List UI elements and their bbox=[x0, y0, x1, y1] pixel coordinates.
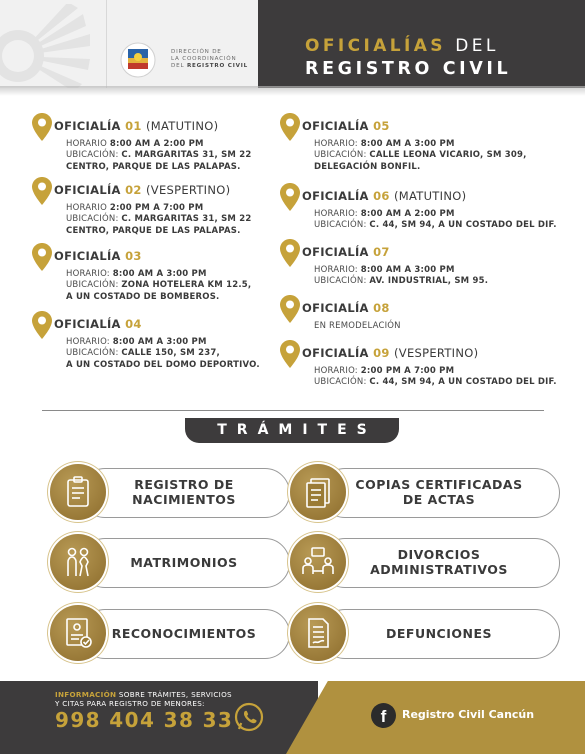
certificate-check-icon bbox=[50, 605, 106, 661]
location-pin-icon bbox=[280, 113, 300, 141]
municipal-seal-icon bbox=[118, 40, 162, 80]
office-title: OFICIALÍA 07 bbox=[302, 245, 390, 259]
location-pin-icon bbox=[32, 243, 52, 271]
office-details: HORARIO 8:00 AM A 2:00 PM UBICACIÓN: C. MARGARITAS 31, SM 22 CENTRO, PARQUE DE LAS PALAPAS. bbox=[66, 139, 252, 172]
location-pin-icon bbox=[32, 113, 52, 141]
office-title: OFICIALÍA 03 bbox=[54, 249, 142, 263]
office-title: OFICIALÍA 09 (VESPERTINO) bbox=[302, 346, 479, 360]
office-details: HORARIO: 8:00 AM A 3:00 PM UBICACIÓN: CALLE LEONA VICARIO, SM 309, DELEGACIÓN BONFIL. bbox=[314, 139, 527, 172]
tramite-divorcios[interactable] bbox=[290, 534, 542, 590]
tramite-label: MATRIMONIOS bbox=[130, 554, 238, 570]
office-status: EN REMODELACIÓN bbox=[314, 321, 401, 331]
page-title: OFICIALÍAS DEL bbox=[305, 36, 499, 56]
section-divider bbox=[42, 410, 544, 411]
office-title: OFICIALÍA 02 (VESPERTINO) bbox=[54, 183, 231, 197]
tramite-label: DEFUNCIONES bbox=[385, 625, 493, 641]
office-details: HORARIO: 2:00 PM A 7:00 PM UBICACIÓN: C. 44, SM 94, A UN COSTADO DEL DIF. bbox=[314, 366, 557, 388]
location-pin-icon bbox=[280, 183, 300, 211]
location-pin-icon bbox=[32, 177, 52, 205]
phone-number[interactable]: 998 404 38 33 bbox=[55, 708, 234, 732]
location-pin-icon bbox=[32, 311, 52, 339]
footer bbox=[0, 681, 585, 754]
clipboard-form-icon bbox=[50, 464, 106, 520]
tramite-label: DIVORCIOS ADMINISTRATIVOS bbox=[370, 547, 508, 577]
office-details: HORARIO: 8:00 AM A 3:00 PM UBICACIÓN: AV. INDUSTRIAL, SM 95. bbox=[314, 265, 489, 287]
tramites-heading: TRÁMITES bbox=[185, 418, 399, 443]
header bbox=[0, 0, 585, 88]
death-record-icon bbox=[290, 605, 346, 661]
office-details: HORARIO: 8:00 AM A 3:00 PM UBICACIÓN: ZONA HOTELERA KM 12.5, A UN COSTADO DE BOMBEROS. bbox=[66, 269, 252, 302]
tramite-registro-nacimientos[interactable] bbox=[50, 464, 272, 520]
tramite-reconocimientos[interactable] bbox=[50, 605, 272, 661]
tramite-copias-certificadas[interactable] bbox=[290, 464, 542, 520]
header-shadow bbox=[0, 86, 585, 96]
couple-icon bbox=[50, 534, 106, 590]
header-divider bbox=[106, 0, 107, 88]
location-pin-icon bbox=[280, 340, 300, 368]
tramite-matrimonios[interactable] bbox=[50, 534, 272, 590]
office-details: HORARIO: 8:00 AM A 3:00 PM UBICACIÓN: CALLE 150, SM 237, A UN COSTADO DEL DOMO DEPORTIVO. bbox=[66, 337, 260, 370]
whatsapp-icon[interactable] bbox=[233, 701, 265, 733]
location-pin-icon bbox=[280, 239, 300, 267]
facebook-icon[interactable]: f bbox=[371, 703, 396, 728]
tramite-label: RECONOCIMIENTOS bbox=[111, 625, 257, 641]
document-stack-icon bbox=[290, 464, 346, 520]
office-title: OFICIALÍA 06 (MATUTINO) bbox=[302, 189, 467, 203]
office-title: OFICIALÍA 08 bbox=[302, 301, 390, 315]
tramite-label: COPIAS CERTIFICADAS DE ACTAS bbox=[355, 477, 523, 507]
office-details bbox=[314, 321, 401, 332]
sun-watermark-icon bbox=[0, 4, 108, 88]
separation-meeting-icon bbox=[290, 534, 346, 590]
office-details: HORARIO 2:00 PM A 7:00 PM UBICACIÓN: C. MARGARITAS 31, SM 22 CENTRO, PARQUE DE LAS PALAPAS. bbox=[66, 203, 252, 236]
tramite-defunciones[interactable] bbox=[290, 605, 542, 661]
office-title: OFICIALÍA 01 (MATUTINO) bbox=[54, 119, 219, 133]
tramite-label: REGISTRO DE NACIMIENTOS bbox=[132, 477, 236, 507]
office-title: OFICIALÍA 04 bbox=[54, 317, 142, 331]
page-subtitle: REGISTRO CIVIL bbox=[305, 59, 512, 79]
location-pin-icon bbox=[280, 295, 300, 323]
facebook-page-name[interactable]: Registro Civil Cancún bbox=[402, 708, 535, 721]
office-details: HORARIO: 8:00 AM A 2:00 PM UBICACIÓN: C. 44, SM 94, A UN COSTADO DEL DIF. bbox=[314, 209, 557, 231]
header-title-panel bbox=[258, 0, 585, 88]
footer-info: INFORMACIÓN SOBRE TRÁMITES, SERVICIOS Y CITAS PARA REGISTRO DE MENORES: bbox=[55, 690, 232, 708]
header-logo-panel bbox=[0, 0, 258, 88]
office-title: OFICIALÍA 05 bbox=[302, 119, 390, 133]
header-caption: DIRECCIÓN DE LA COORDINACIÓN DEL REGISTRO CIVIL bbox=[171, 49, 248, 69]
